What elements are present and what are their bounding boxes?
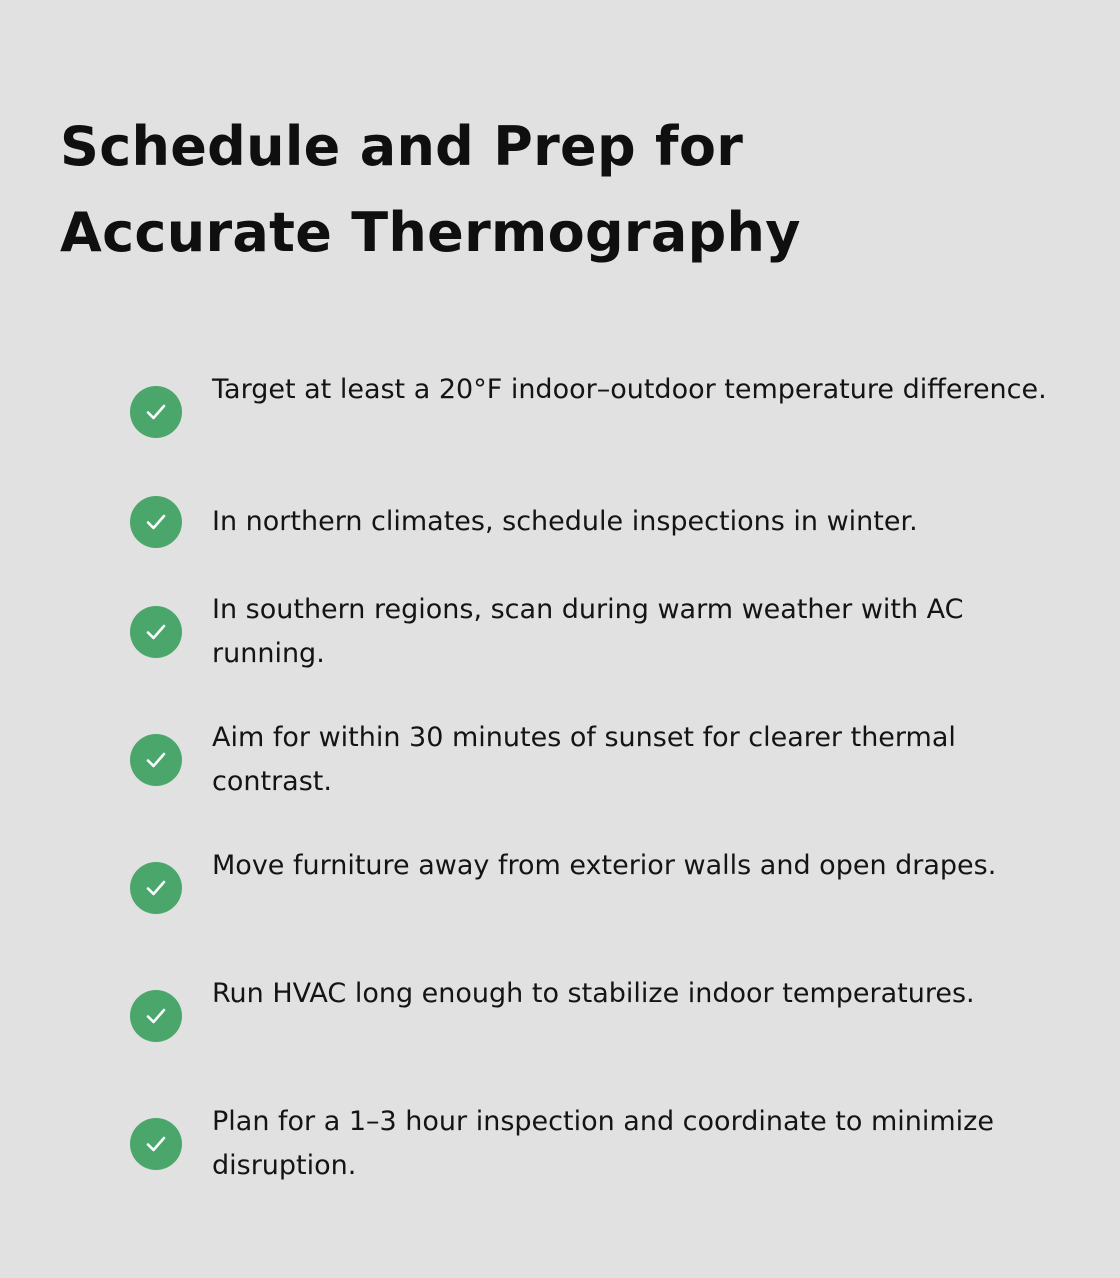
check-icon xyxy=(130,606,182,658)
check-icon xyxy=(130,734,182,786)
checklist-item-text: Plan for a 1–3 hour inspection and coordinate to minimize disruption. xyxy=(212,1106,994,1181)
checklist-item-text: Aim for within 30 minutes of sunset for clearer thermal contrast. xyxy=(212,722,956,797)
check-icon xyxy=(130,496,182,548)
checklist-item-text: Target at least a 20°F indoor–outdoor temperature difference. xyxy=(212,374,1047,405)
check-icon xyxy=(130,1118,182,1170)
checklist-item-text: Move furniture away from exterior walls and open drapes. xyxy=(212,850,997,881)
checklist-item-text: In northern climates, schedule inspections in winter. xyxy=(212,506,918,537)
check-icon xyxy=(130,862,182,914)
checklist-item-text: Run HVAC long enough to stabilize indoor temperatures. xyxy=(212,978,975,1009)
page-title-line-2: Accurate Thermography xyxy=(60,201,801,264)
check-icon xyxy=(130,386,182,438)
checklist-item-text: In southern regions, scan during warm weather with AC running. xyxy=(212,594,964,669)
page-title-line-1: Schedule and Prep for xyxy=(60,115,744,178)
check-icon xyxy=(130,990,182,1042)
